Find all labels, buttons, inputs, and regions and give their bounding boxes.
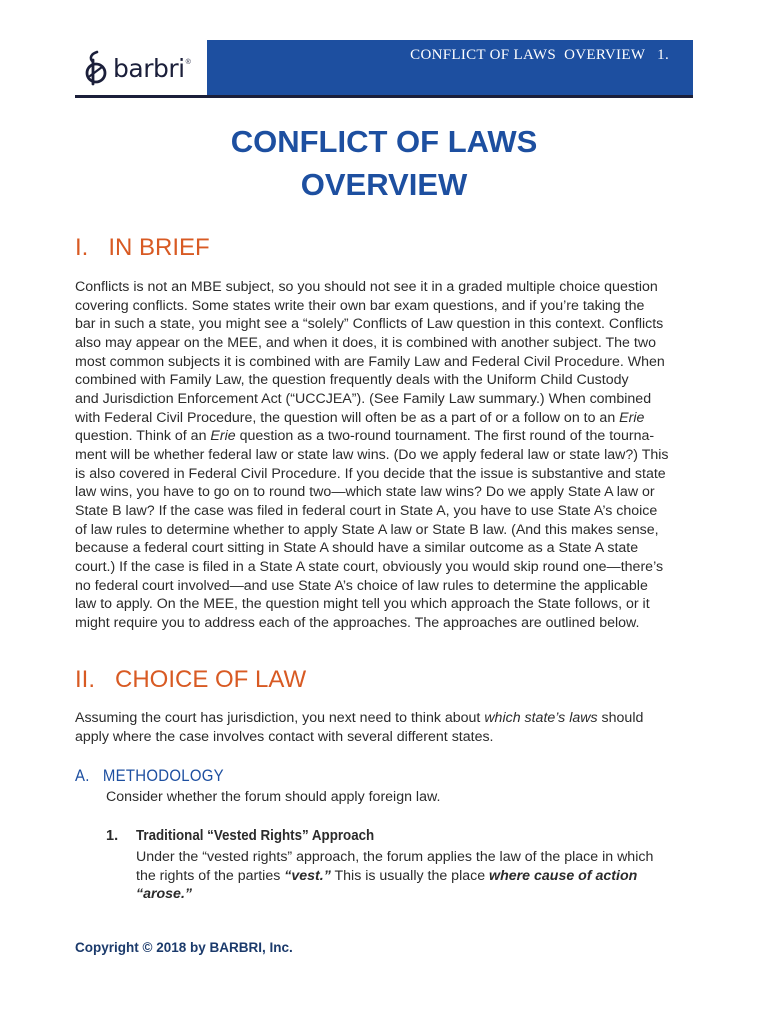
page-header bbox=[75, 40, 693, 96]
paragraph-line: Under the “vested rights” approach, the forum applies the law of the place in which bbox=[136, 849, 654, 865]
paragraph-line: might require you to address each of the approaches. The approaches are outlined below. bbox=[75, 614, 640, 631]
paragraph-line: apply where the case involves contact with several different states. bbox=[75, 728, 494, 745]
paragraph-text: the rights of the parties bbox=[136, 867, 285, 884]
paragraph-text: Assuming the court has jurisdiction, you next need to think about bbox=[75, 710, 485, 726]
methodology-text: Consider whether the forum should apply foreign law. bbox=[106, 789, 441, 805]
running-title: CONFLICT OF LAWS OVERVIEW 1. bbox=[410, 47, 669, 63]
paragraph-line: because a federal court sitting in State A should have a similar outcome as a State A state bbox=[75, 540, 639, 557]
paragraph-text: question. Think of an bbox=[75, 428, 211, 445]
in-brief-paragraph bbox=[75, 278, 695, 632]
paragraph-line: ment will be whether federal law or state law wins. (Do we apply federal law or state law?) This bbox=[75, 446, 669, 463]
paragraph-line: combined with Family Law, the question frequently deals with the Uniform Child Custody bbox=[75, 372, 629, 389]
paragraph-line: court.) If the case is filed in a State A state court, obviously you would skip round one—there’s bbox=[75, 558, 664, 575]
copyright-footer: Copyright © 2018 by BARBRI, Inc. bbox=[75, 940, 293, 955]
paragraph-line bbox=[136, 885, 696, 904]
barbri-logo bbox=[75, 40, 207, 96]
paragraph-line bbox=[75, 427, 695, 446]
item-heading-vested-rights: Traditional “Vested Rights” Approach bbox=[136, 828, 375, 844]
paragraph-line: also may appear on the MEE, and when it does, it is combined with another subject. The two bbox=[75, 334, 656, 351]
paragraph-line: and Jurisdiction Enforcement Act (“UCCJEA”). (See Family Law summary.) When combined bbox=[75, 390, 652, 407]
header-bar bbox=[207, 40, 693, 96]
paragraph-line: no federal court involved—and use State A’s choice of law rules to determine the applicable bbox=[75, 577, 648, 594]
section-heading-choice-of-law: II. CHOICE OF LAW bbox=[75, 666, 307, 693]
paragraph-text: with Federal Civil Procedure, the question will often be as a part of or a follow on to an bbox=[75, 409, 620, 426]
erie-italic: Erie bbox=[619, 409, 645, 426]
paragraph-line: law wins, you have to go on to round two—which state law wins? Do we apply State A law or bbox=[75, 484, 655, 501]
arose-bold-italic: “arose.” bbox=[136, 886, 192, 903]
vested-rights-paragraph bbox=[136, 848, 696, 904]
erie-italic: Erie bbox=[210, 428, 236, 445]
document-title bbox=[0, 120, 768, 206]
paragraph-line: Conflicts is not an MBE subject, so you should not see it in a graded multiple choice question bbox=[75, 279, 658, 295]
paragraph-line bbox=[75, 409, 695, 428]
paragraph-text: This is usually the place bbox=[330, 867, 490, 884]
vest-bold-italic: “vest.” bbox=[284, 867, 331, 884]
document-title-line-1: CONFLICT OF LAWS bbox=[230, 124, 538, 159]
header-rule bbox=[75, 95, 693, 98]
choice-of-law-paragraph bbox=[75, 709, 695, 746]
cause-of-action-bold-italic: where cause of action bbox=[489, 867, 638, 884]
section-heading-in-brief: I. IN BRIEF bbox=[75, 234, 210, 261]
barbri-logo-icon bbox=[83, 50, 109, 86]
paragraph-line bbox=[75, 709, 695, 728]
document-title-line-2: OVERVIEW bbox=[300, 167, 468, 202]
paragraph-text: question as a two-round tournament. The first round of the tourna- bbox=[235, 428, 655, 445]
paragraph-line: covering conflicts. Some states write their own bar exam questions, and if you’re taking the bbox=[75, 297, 645, 314]
paragraph-line bbox=[136, 867, 696, 886]
paragraph-line: most common subjects it is combined with are Family Law and Federal Civil Procedure. When bbox=[75, 353, 665, 370]
paragraph-line: law to apply. On the MEE, the question might tell you which approach the State follows, or it bbox=[75, 596, 650, 613]
paragraph-text: should bbox=[597, 710, 644, 726]
paragraph-line: of law rules to determine whether to apply State A law or State B law. (And this makes sense, bbox=[75, 521, 659, 538]
paragraph-line: is also covered in Federal Civil Procedure. If you decide that the issue is substantive and state bbox=[75, 465, 666, 482]
paragraph-line: bar in such a state, you might see a “solely” Conflicts of Law question in this context. Conflicts bbox=[75, 316, 664, 333]
item-number: 1. bbox=[106, 828, 119, 844]
paragraph-line: State B law? If the case was filed in federal court in State A, you have to use State A’s choice bbox=[75, 502, 658, 519]
logo-wordmark: barbri bbox=[113, 53, 185, 83]
which-states-laws-italic: which state’s laws bbox=[484, 710, 598, 726]
logo-registered-mark: ® bbox=[185, 58, 191, 66]
subsection-heading-methodology: A. METHODOLOGY bbox=[75, 766, 224, 785]
